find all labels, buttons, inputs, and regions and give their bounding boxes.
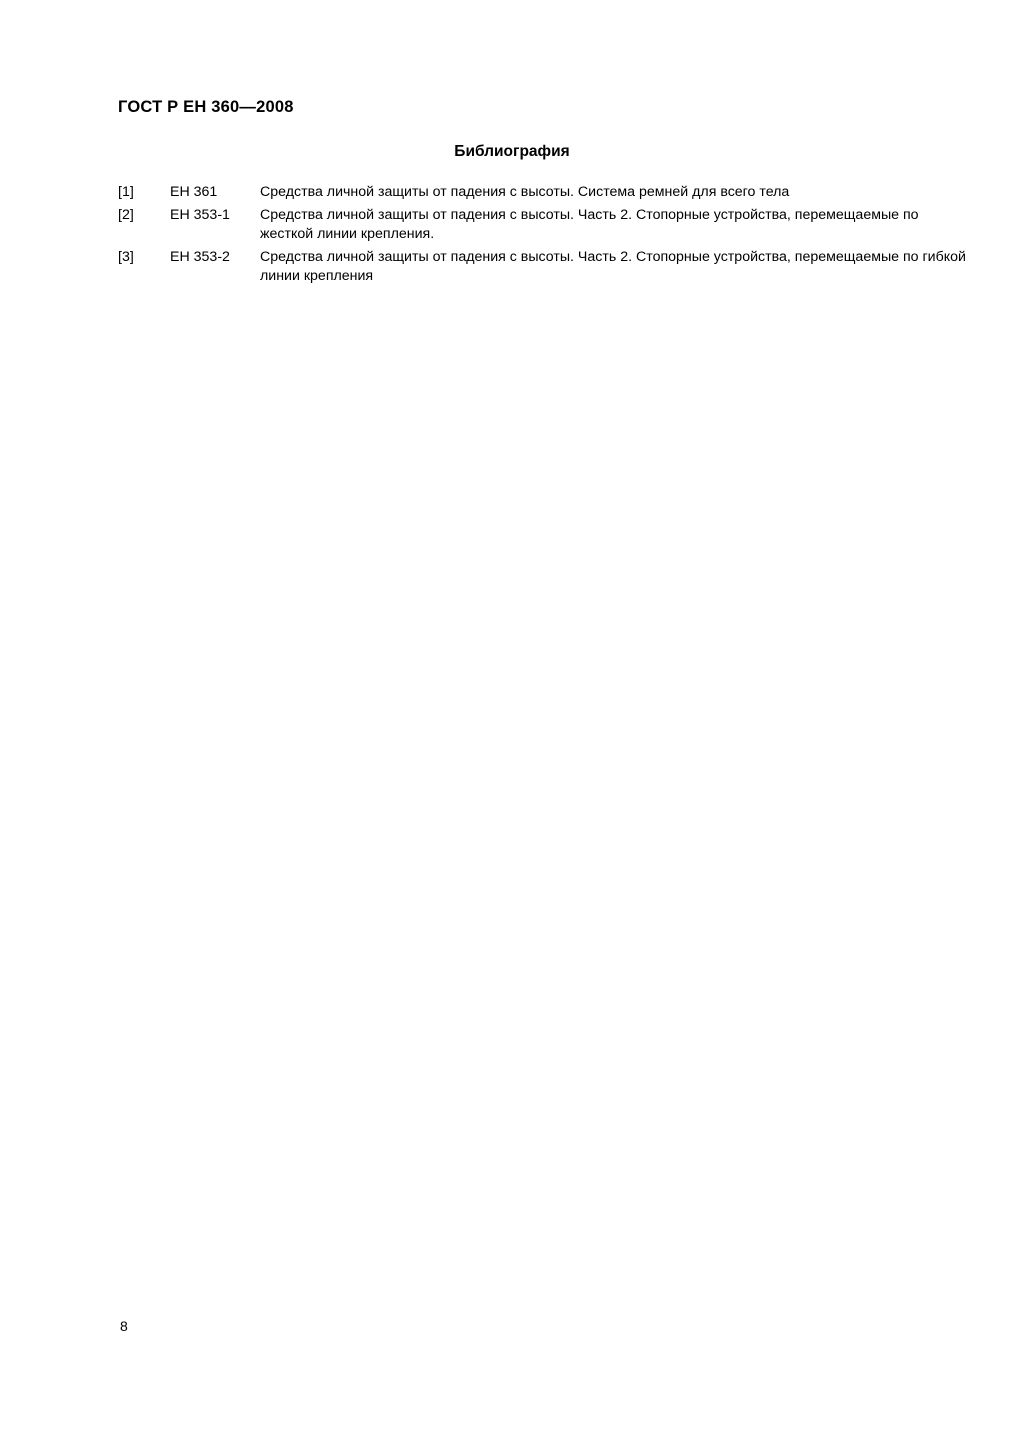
bibliography-item-reference: ЕН 361 <box>170 184 218 200</box>
bibliography-item-text: Средства личной защиты от падения с высоты. Часть 2. Стопорные устройства, перемещаемые по жесткой линии крепления. <box>260 206 919 242</box>
list-item <box>118 248 978 287</box>
bibliography-item-text: Средства личной защиты от падения с высоты. Система ремней для всего тела <box>260 184 790 200</box>
bibliography-item-number: [1] <box>118 184 134 200</box>
page-title: Библиография <box>454 143 570 160</box>
list-item <box>118 206 978 245</box>
bibliography-item-number: [2] <box>118 206 134 223</box>
page-number: 8 <box>120 1318 128 1334</box>
bibliography-item-reference: ЕН 353-2 <box>170 248 230 265</box>
bibliography-item-reference: ЕН 353-1 <box>170 206 230 223</box>
document-standard-header: ГОСТ Р ЕН 360—2008 <box>118 98 294 116</box>
bibliography-list <box>118 183 978 290</box>
list-item <box>118 183 978 203</box>
bibliography-item-number: [3] <box>118 248 134 265</box>
bibliography-item-text: Средства личной защиты от падения с высоты. Часть 2. Стопорные устройства, перемещаемые по гибкой линии крепления <box>260 248 966 284</box>
